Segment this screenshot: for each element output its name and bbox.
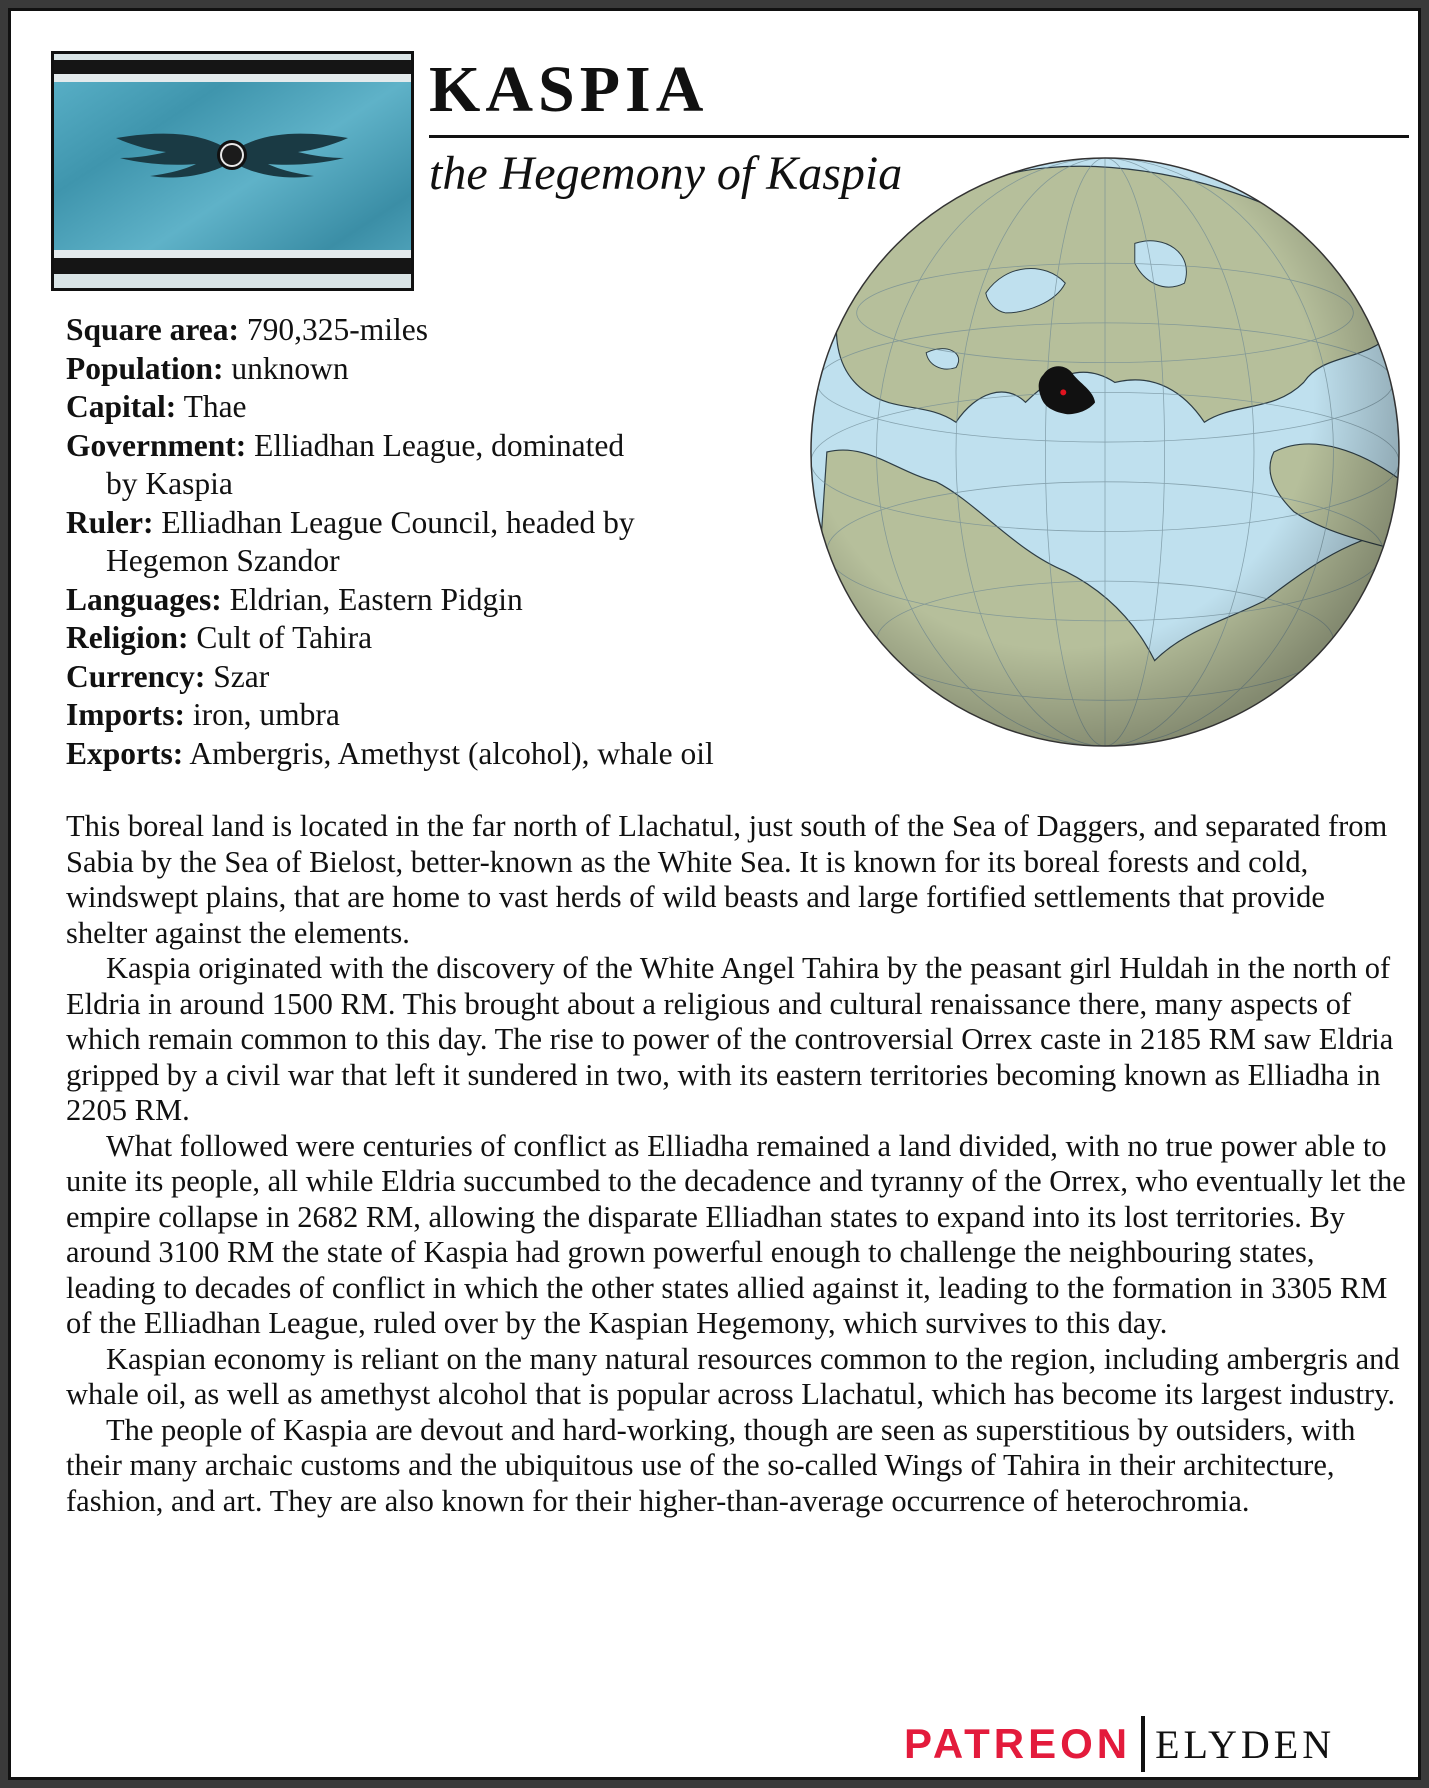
paragraph: Kaspia originated with the discovery of the White Angel Tahira by the peasant girl Huldah in the north of Eldria in around 1500 RM. This brought about a religious and cultural renaissance there, many aspects of which remain common to this day. The rise to power of the controversial Orrex caste in 2185 RM saw Eldria gripped by a civil war that left it sundered in two, with its eastern territories becoming known as Elliadha in 2205 RM. [66,951,1394,1127]
fact-exports: Exports: Ambergris, Amethyst (alcohol), whale oil [66,735,714,771]
fact-population: Population: unknown [66,350,349,386]
fact-government: Government: Elliadhan League, dominated [66,427,625,463]
winged-disc-icon [54,54,411,288]
fact-religion: Religion: Cult of Tahira [66,620,373,655]
fact-languages: Languages: Eldrian, Eastern Pidgin [66,581,523,617]
page-title: KASPIA [429,53,709,126]
page [8,8,1421,1780]
paragraph: This boreal land is located in the far north of Llachatul, just south of the Sea of Daggers, and separated from Sabia by the Sea of Bielost, better-known as the White Sea. It is known for its boreal forests and cold, windswept plains, that are home to vast herds of wild beasts and large fortified settlements that provide shelter against the elements. [66,809,1388,950]
patreon-label: PATREON [904,1720,1132,1767]
flag [51,51,414,291]
fact-capital: Capital: Thae [66,389,247,424]
title-divider [429,135,1409,138]
fact-ruler: Ruler: Elliadhan League Council, headed by [66,504,635,540]
paragraph: The people of Kaspia are devout and hard-working, though are seen as superstitious by outsiders, with their many archaic customs and the ubiquitous use of the so-called Wings of Tahira in their architecture, fashion, and art. They are also known for their higher-than-average occurrence of heterochromia. [66,1412,1356,1518]
paragraph: What followed were centuries of conflict as Elliadha remained a land divided, with no true power able to unite its people, all while Eldria succumbed to the decadence and tyranny of the Orrex, who eventually let the empire collapse in 2682 RM, allowing the disparate Elliadhan states to expand into its lost territories. By around 3100 RM the state of Kaspia had grown powerful enough to challenge the neighbouring states, leading to decades of conflict in which the other states allied against it, leading to the formation in 3305 RM of the Elliadhan League, ruled over by the Kaspian Hegemony, which survives to this day. [66,1128,1406,1340]
facts-list [66,311,826,773]
fact-ruler-cont: Hegemon Szandor [106,543,340,578]
fact-government-cont: by Kaspia [106,466,233,501]
description [66,809,1406,1519]
fact-imports: Imports: iron, umbra [66,697,340,732]
page-subtitle: the Hegemony of Kaspia [429,147,903,200]
brand-signature [904,1714,1335,1774]
author-name: ELYDEN [1155,1721,1336,1767]
brand-divider [1141,1716,1145,1772]
fact-currency: Currency: Szar [66,658,270,694]
orthographic-globe-map [807,154,1403,750]
fact-square-area: Square area: 790,325-miles [66,312,428,347]
paragraph: Kaspian economy is reliant on the many natural resources common to the region, including ambergris and whale oil, as well as amethyst alcohol that is popular across Llachatul, which has become its largest industry. [66,1341,1400,1411]
